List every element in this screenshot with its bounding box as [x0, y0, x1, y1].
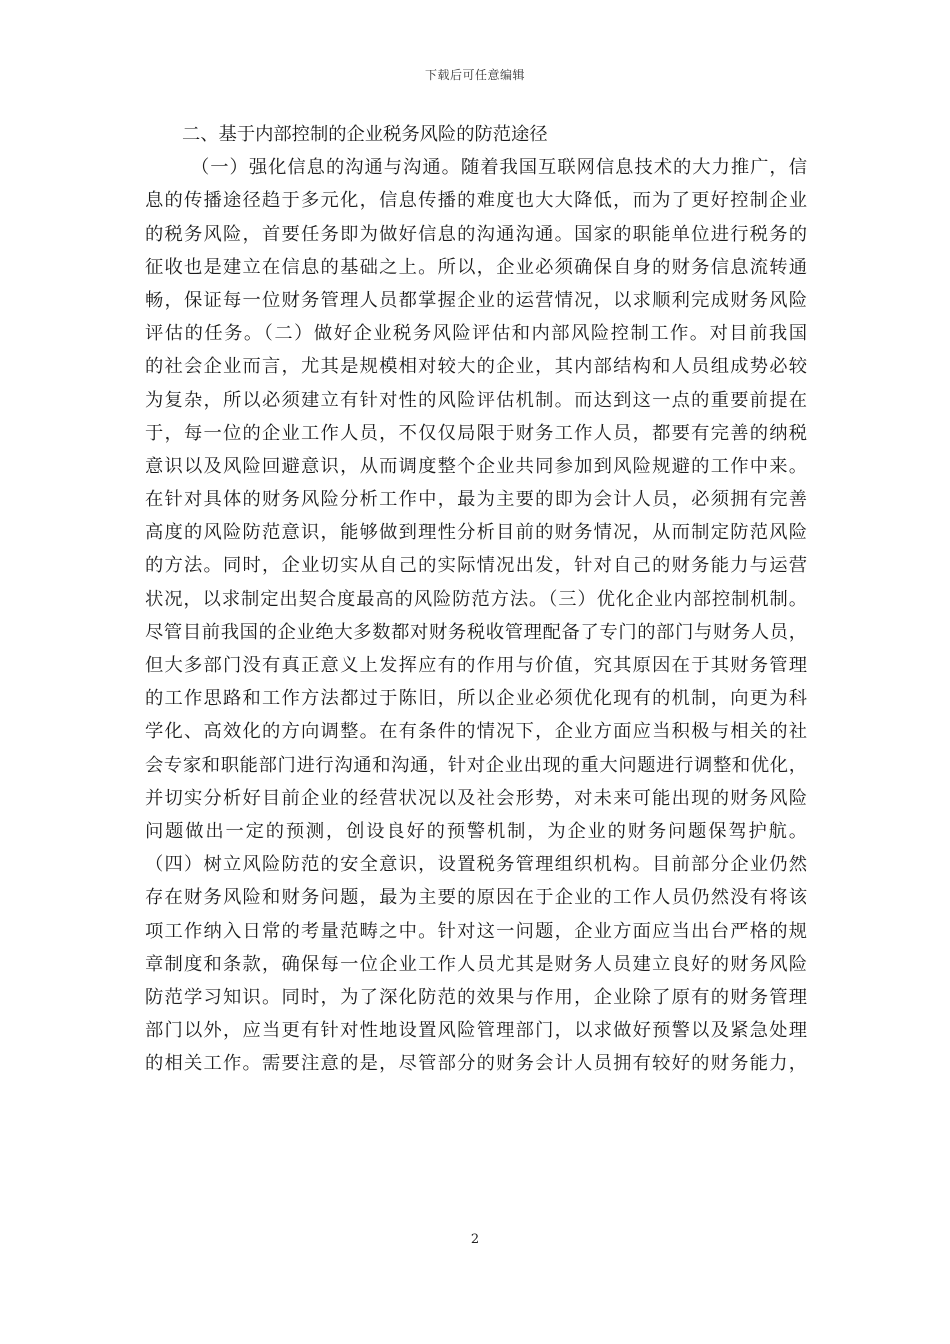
paragraph-line: 的社会企业而言，尤其是规模相对较大的企业，其内部结构和人员组成势必较	[145, 356, 807, 378]
section-heading: 二、基于内部控制的企业税务风险的防范途径	[182, 124, 548, 145]
paragraph-line: 的相关工作。需要注意的是，尽管部分的财务会计人员拥有较好的财务能力，	[145, 1053, 807, 1075]
paragraph-line: 问题做出一定的预测，创设良好的预警机制，为企业的财务问题保驾护航。	[145, 820, 807, 842]
paragraph-line: 为复杂，所以必须建立有针对性的风险评估机制。而达到这一点的重要前提在	[145, 389, 807, 411]
paragraph-line: 部门以外，应当更有针对性地设置风险管理部门，以求做好预警以及紧急处理	[145, 1020, 807, 1042]
paragraph-line: 评估的任务。（二）做好企业税务风险评估和内部风险控制工作。对目前我国	[145, 323, 807, 345]
paragraph-line: 征收也是建立在信息的基础之上。所以，企业必须确保自身的财务信息流转通	[145, 256, 807, 278]
paragraph-line: 会专家和职能部门进行沟通和沟通，针对企业出现的重大问题进行调整和优化，	[145, 754, 807, 776]
paragraph-line: 在针对具体的财务风险分析工作中，最为主要的即为会计人员，必须拥有完善	[145, 489, 807, 511]
paragraph-line: 存在财务风险和财务问题，最为主要的原因在于企业的工作人员仍然没有将该	[145, 887, 807, 909]
paragraph-line: 并切实分析好目前企业的经营状况以及社会形势，对未来可能出现的财务风险	[145, 787, 807, 809]
paragraph-line: 息的传播途径趋于多元化，信息传播的难度也大大降低，而为了更好控制企业	[145, 190, 807, 212]
paragraph-line: 的工作思路和工作方法都过于陈旧，所以企业必须优化现有的机制，向更为科	[145, 688, 807, 710]
paragraph-line: 畅，保证每一位财务管理人员都掌握企业的运营情况，以求顺利完成财务风险	[145, 289, 807, 311]
paragraph-line: 防范学习知识。同时，为了深化防范的效果与作用，企业除了原有的财务管理	[145, 986, 807, 1008]
paragraph-line: 学化、高效化的方向调整。在有条件的情况下，企业方面应当积极与相关的社	[145, 721, 807, 743]
paragraph-line: 项工作纳入日常的考量范畴之中。针对这一问题，企业方面应当出台严格的规	[145, 920, 807, 942]
paragraph-line: 的方法。同时，企业切实从自己的实际情况出发，针对自己的财务能力与运营	[145, 555, 807, 577]
paragraph-line: （四）树立风险防范的安全意识，设置税务管理组织机构。目前部分企业仍然	[145, 854, 807, 876]
paragraph-line: 于，每一位的企业工作人员，不仅仅局限于财务工作人员，都要有完善的纳税	[145, 422, 807, 444]
paragraph-line: 意识以及风险回避意识，从而调度整个企业共同参加到风险规避的工作中来。	[145, 455, 807, 477]
document-body	[145, 118, 807, 1080]
paragraph-line: 状况，以求制定出契合度最高的风险防范方法。（三）优化企业内部控制机制。	[145, 588, 807, 610]
page-number: 2	[470, 1232, 480, 1247]
paragraph-line: 的税务风险，首要任务即为做好信息的沟通沟通。国家的职能单位进行税务的	[145, 223, 807, 245]
paragraph-line: （一）强化信息的沟通与沟通。随着我国互联网信息技术的大力推广，信	[191, 157, 807, 179]
paragraph-line: 但大多部门没有真正意义上发挥应有的作用与价值，究其原因在于其财务管理	[145, 655, 807, 676]
paragraph-line: 章制度和条款，确保每一位企业工作人员尤其是财务人员建立良好的财务风险	[145, 953, 807, 975]
page-header: 下载后可任意编辑	[424, 68, 525, 82]
paragraph-line: 高度的风险防范意识，能够做到理性分析目前的财务情况，从而制定防范风险	[145, 522, 807, 544]
paragraph-line: 尽管目前我国的企业绝大多数都对财务税收管理配备了专门的部门与财务人员，	[145, 621, 807, 643]
